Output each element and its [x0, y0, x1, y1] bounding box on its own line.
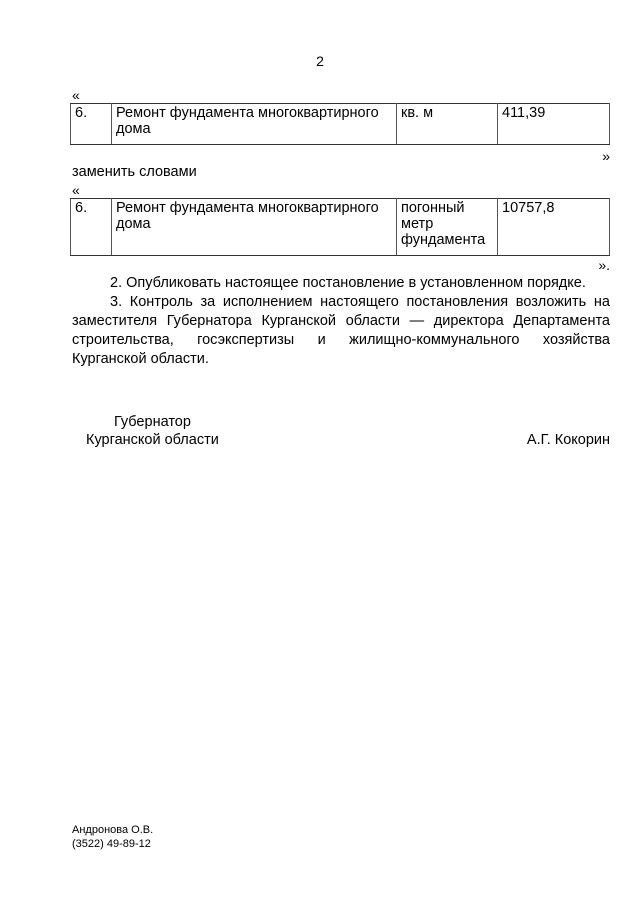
signature-name: А.Г. Кокорин	[526, 432, 610, 448]
closing-quote-period: ».	[598, 257, 610, 273]
cell-work-name: Ремонт фундамента многоквартирного дома	[112, 199, 397, 256]
table-old	[70, 103, 610, 145]
cell-value: 411,39	[498, 104, 610, 145]
signature-region: Курганской области	[86, 432, 219, 448]
opening-quote: «	[72, 182, 80, 198]
page-number: 2	[316, 53, 324, 69]
cell-number: 6.	[71, 104, 112, 145]
paragraph-publish: 2. Опубликовать настоящее постановление в установленном порядке.	[110, 275, 586, 291]
closing-quote: »	[602, 148, 610, 164]
cell-number: 6.	[71, 199, 112, 256]
table-row	[71, 104, 610, 145]
table-row	[71, 199, 610, 256]
replace-text: заменить словами	[72, 164, 197, 180]
footer-phone: (3522) 49-89-12	[72, 838, 151, 850]
footer-author: Андронова О.В.	[72, 824, 154, 836]
cell-unit: погонный метр фундамента	[397, 199, 498, 256]
opening-quote: «	[72, 87, 80, 103]
cell-work-name: Ремонт фундамента многоквартирного дома	[112, 104, 397, 145]
paragraph-control: 3. Контроль за исполнением настоящего постановления возложить на заместителя Губернатора Курганской области — директора Департамента строительства, госэкспертизы и жилищно-коммунального хозяйства Курганской области.	[72, 294, 610, 367]
cell-value: 10757,8	[498, 199, 610, 256]
signature-title: Губернатор	[114, 414, 191, 430]
cell-unit: кв. м	[397, 104, 498, 145]
table-new	[70, 198, 610, 256]
